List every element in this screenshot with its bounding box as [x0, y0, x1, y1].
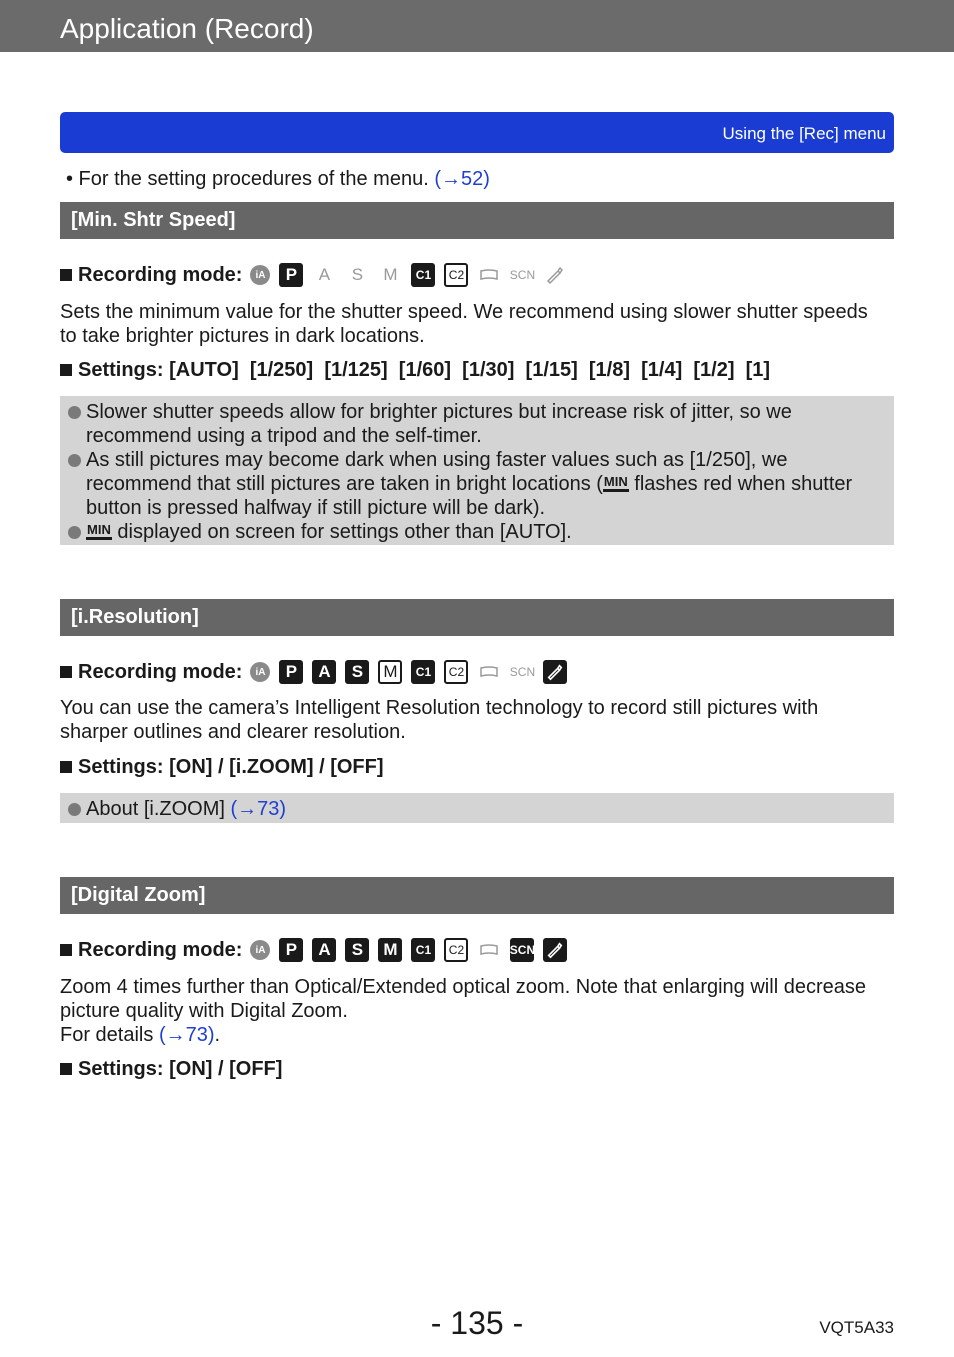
min-shutter-icon: MIN — [603, 475, 629, 492]
square-bullet-icon — [60, 269, 72, 281]
digital-zoom-reference-link[interactable]: (→73) — [158, 1024, 215, 1046]
min-shutter-icon: MIN — [86, 523, 112, 540]
mode-icons — [250, 938, 576, 962]
intelligent-auto-mode-icon: iA — [250, 662, 270, 682]
scene-mode-icon: SCN — [509, 268, 536, 282]
settings-text: Settings: [ON] / [OFF] — [78, 1057, 283, 1080]
custom2-mode-icon: C2 — [444, 938, 468, 962]
recording-mode-label: Recording mode: — [78, 263, 243, 286]
aperture-mode-icon: A — [312, 938, 336, 962]
shutter-mode-icon: S — [351, 265, 364, 284]
rec-menu-link[interactable]: Using the [Rec] menu — [722, 124, 886, 143]
note-text: displayed on screen for settings other than [AUTO]. — [111, 521, 572, 543]
settings-text: Settings: [AUTO] [1/250] [1/125] [1/60] [1/30] [1/15] [1/8] [1/4] [1/2] [1] — [78, 358, 771, 381]
square-bullet-icon — [60, 1063, 72, 1075]
settings-row — [60, 754, 384, 780]
program-mode-icon: P — [279, 263, 303, 287]
page-number: - 135 - — [430, 1305, 524, 1341]
circle-bullet-icon — [68, 803, 81, 816]
recording-mode-row — [60, 260, 576, 290]
circle-bullet-icon — [68, 406, 81, 419]
aperture-mode-icon: A — [312, 660, 336, 684]
circle-bullet-icon — [68, 526, 81, 539]
intro-note-link[interactable]: (→52) — [434, 168, 490, 190]
intelligent-auto-mode-icon: iA — [250, 265, 270, 285]
note-item — [68, 400, 886, 448]
creative-control-mode-icon — [543, 938, 567, 962]
manual-mode-icon: M — [378, 660, 402, 684]
custom2-mode-icon: C2 — [444, 660, 468, 684]
section-title: [i.Resolution] — [71, 606, 199, 628]
note-item — [68, 520, 886, 544]
settings-row — [60, 1056, 282, 1082]
panorama-mode-icon — [477, 938, 501, 962]
section-description: Zoom 4 times further than Optical/Extended optical zoom. Note that enlarging will decrease picture quality with Digital Zoom. — [60, 976, 866, 1022]
note-text: flashes red when shutter button is pressed halfway if still picture will be dark). — [86, 473, 853, 519]
custom2-mode-icon: C2 — [444, 263, 468, 287]
program-mode-icon: P — [279, 938, 303, 962]
details-suffix: . — [214, 1024, 221, 1046]
square-bullet-icon — [60, 944, 72, 956]
section-title: [Min. Shtr Speed] — [71, 209, 236, 231]
aperture-mode-icon: A — [318, 265, 331, 284]
shutter-mode-icon: S — [345, 938, 369, 962]
intro-note-text: • For the setting procedures of the menu. — [66, 168, 435, 190]
intro-note — [66, 167, 490, 191]
notes-box — [60, 396, 894, 545]
recording-mode-row — [60, 935, 576, 965]
circle-bullet-icon — [68, 454, 81, 467]
manual-mode-icon: M — [383, 265, 398, 284]
section-header-i-resolution — [60, 599, 894, 636]
page-header — [0, 0, 954, 52]
recording-mode-label: Recording mode: — [78, 660, 243, 683]
intelligent-auto-mode-icon: iA — [250, 940, 270, 960]
custom1-mode-icon: C1 — [411, 263, 435, 287]
shutter-mode-icon: S — [345, 660, 369, 684]
recording-mode-label: Recording mode: — [78, 938, 243, 961]
note-text: Slower shutter speeds allow for brighter pictures but increase risk of jitter, so we recommend using a tripod and the self-timer. — [86, 401, 792, 447]
section-header-min-shtr-speed — [60, 202, 894, 239]
creative-control-mode-icon — [543, 660, 567, 684]
square-bullet-icon — [60, 761, 72, 773]
details-line — [60, 1023, 880, 1047]
recording-mode-row — [60, 657, 576, 687]
note-text: As still pictures may become dark when using faster values such as [1/250], we recommend that still pictures are taken in bright locations ( — [86, 449, 788, 495]
custom1-mode-icon: C1 — [411, 660, 435, 684]
square-bullet-icon — [60, 666, 72, 678]
section-description: Sets the minimum value for the shutter speed. We recommend using slower shutter speeds to take brighter pictures in dark locations. — [60, 301, 868, 347]
note-item — [68, 448, 886, 520]
settings-row — [60, 357, 770, 383]
panorama-mode-icon — [477, 660, 501, 684]
settings-text: Settings: [ON] / [i.ZOOM] / [OFF] — [78, 755, 384, 778]
page-header-title: Application (Record) — [60, 13, 314, 44]
note-item — [68, 797, 886, 821]
rec-menu-nav-bar[interactable] — [60, 112, 894, 153]
creative-control-mode-icon — [543, 263, 567, 287]
section-title: [Digital Zoom] — [71, 884, 206, 906]
section-header-digital-zoom — [60, 877, 894, 914]
details-text: For details — [60, 1024, 159, 1046]
izoom-reference-link[interactable]: (→73) — [230, 798, 287, 820]
panorama-mode-icon — [477, 263, 501, 287]
mode-icons — [250, 263, 576, 287]
square-bullet-icon — [60, 364, 72, 376]
section-description: You can use the camera’s Intelligent Resolution technology to record still pictures with sharper outlines and clearer resolution. — [60, 697, 819, 743]
document-code: VQT5A33 — [819, 1318, 894, 1337]
program-mode-icon: P — [279, 660, 303, 684]
custom1-mode-icon: C1 — [411, 938, 435, 962]
scene-mode-icon: SCN — [509, 665, 536, 679]
scene-mode-icon: SCN — [510, 938, 534, 962]
note-text: About [i.ZOOM] — [86, 798, 231, 820]
notes-box — [60, 793, 894, 823]
manual-mode-icon: M — [378, 938, 402, 962]
mode-icons — [250, 660, 576, 684]
